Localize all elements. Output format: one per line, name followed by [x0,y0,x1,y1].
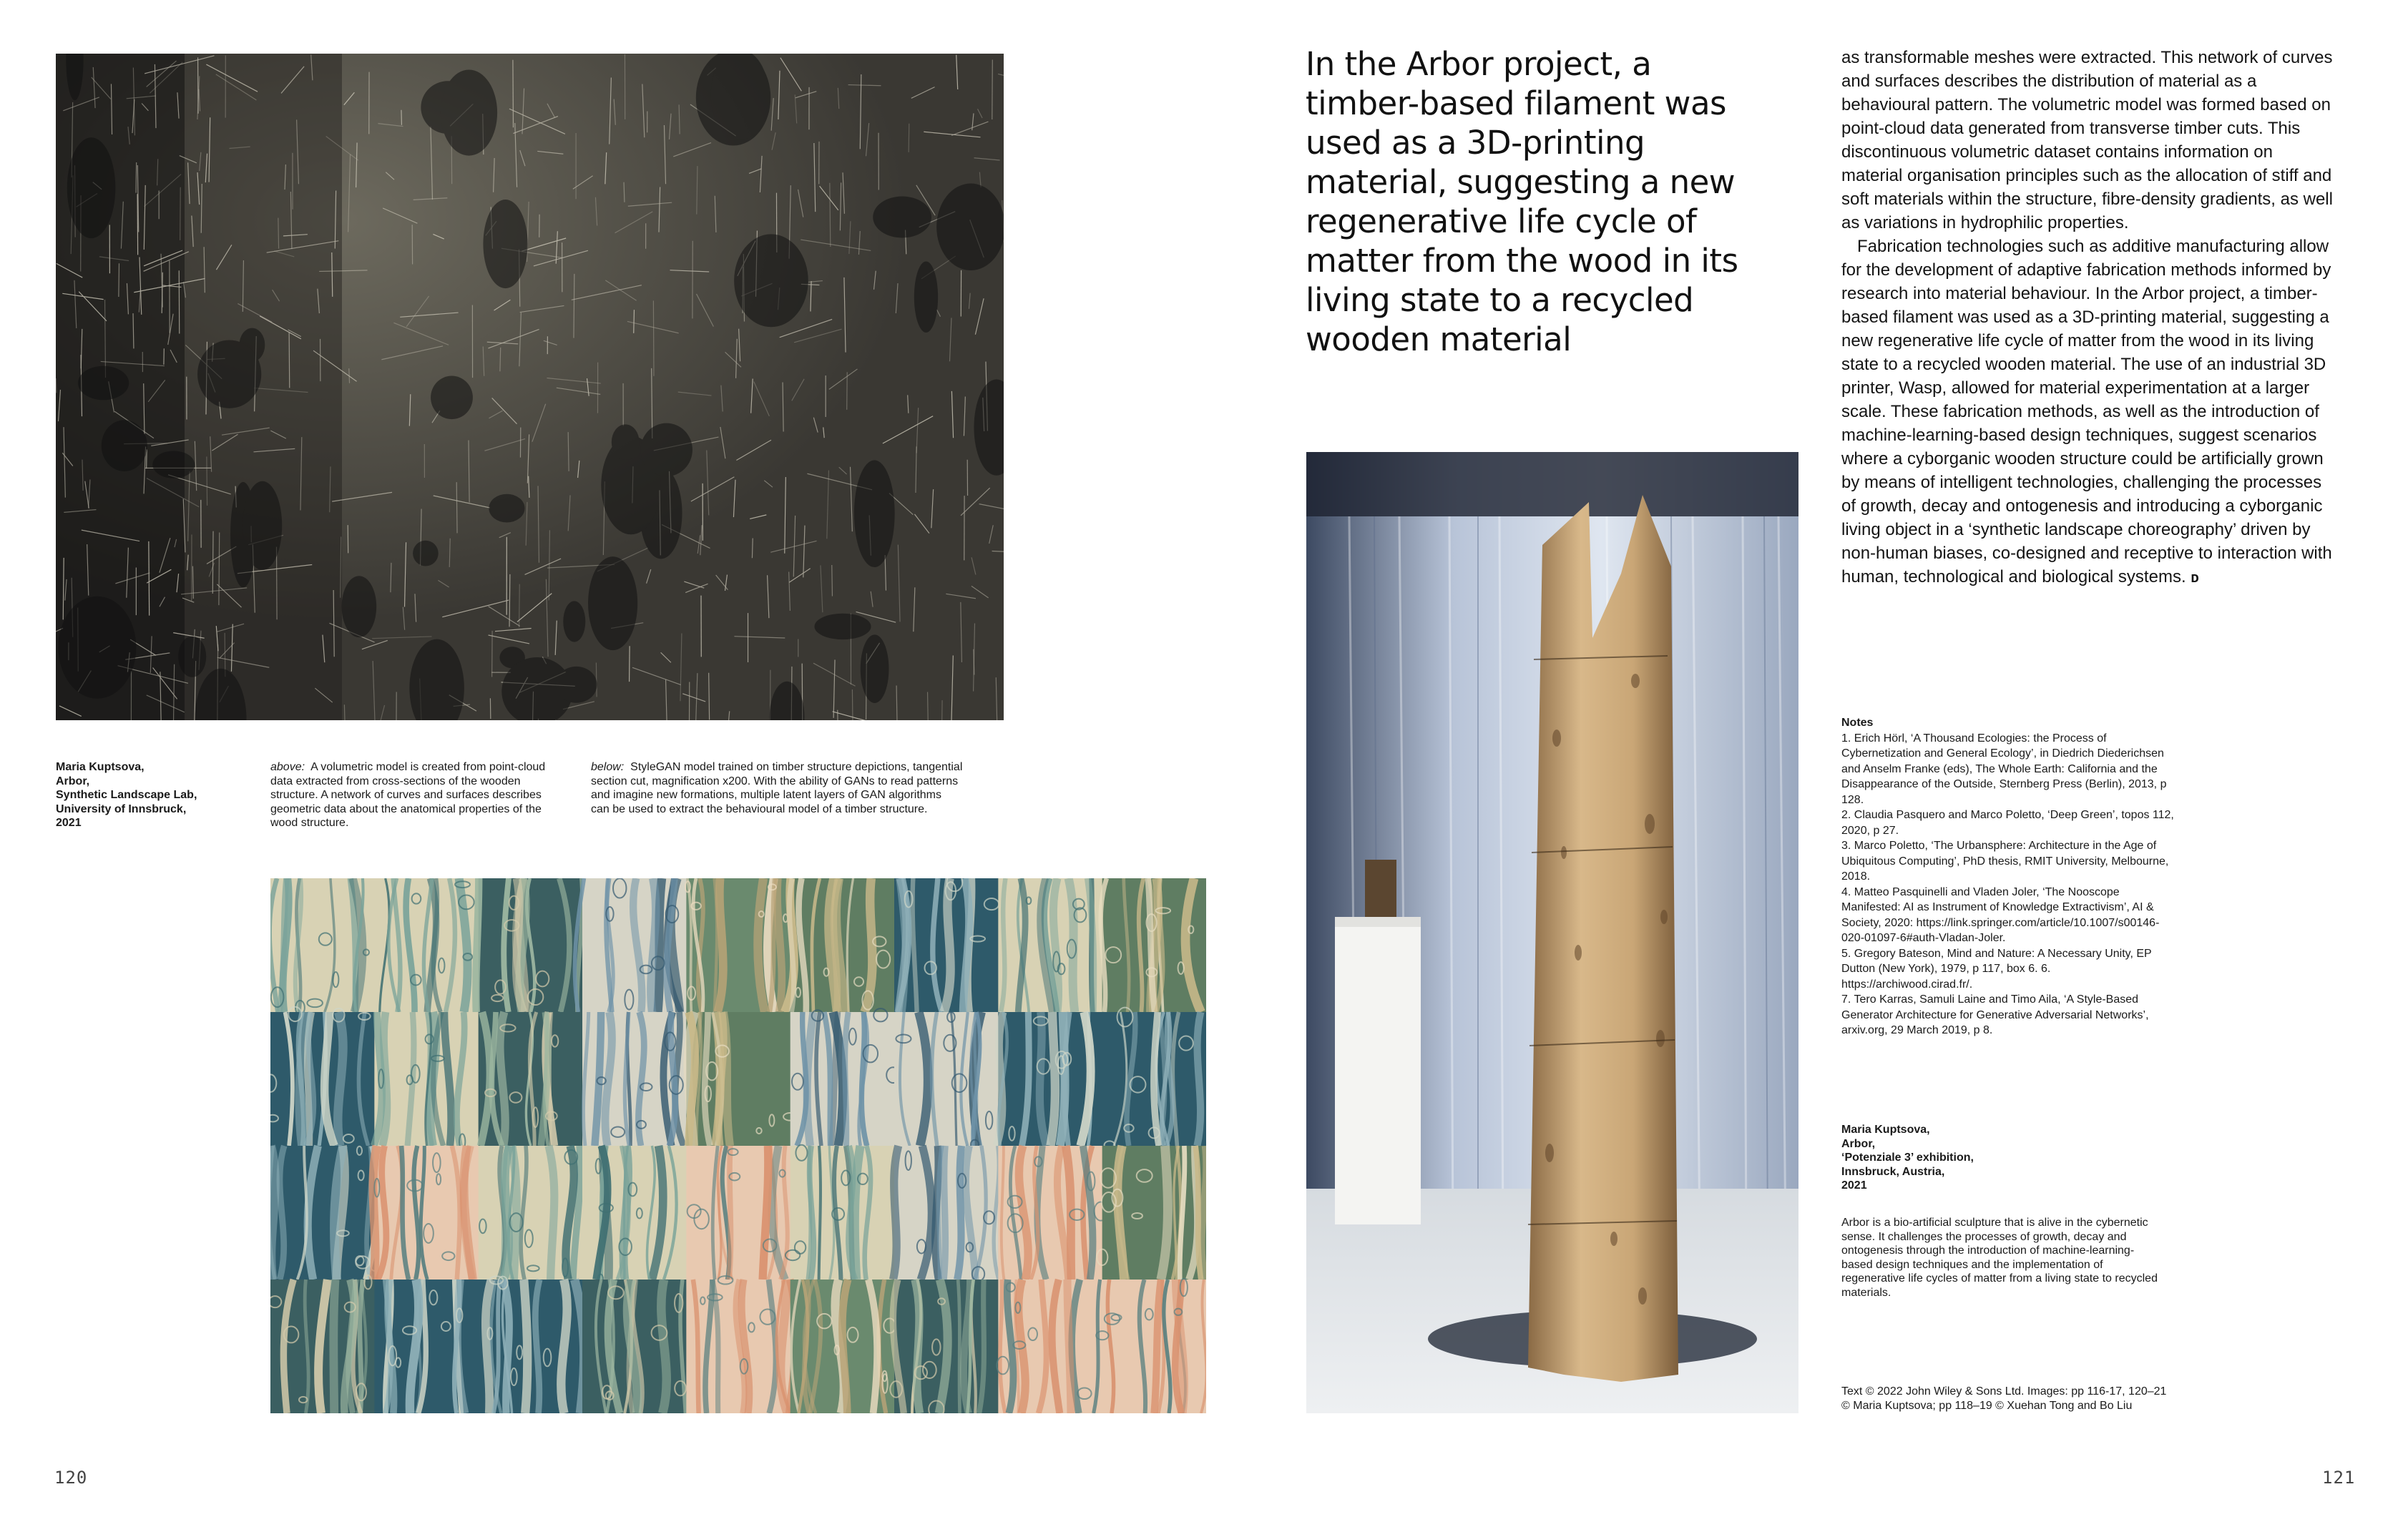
note-item: 1. Erich Hörl, ‘A Thousand Ecologies: the Process of Cybernetization and General Ecology’, in Diedrich Diederichsen and Anselm Franke (eds), The Whole Earth: California and the Disappearance of the Outside, Sternberg Press (Berlin), 2013, p 128. [1841,732,2167,806]
credit-lab: Synthetic Landscape Lab, [56,789,197,801]
photo-credit-work: Arbor, [1841,1137,1876,1150]
photo-credit-artist: Maria Kuptsova, [1841,1124,1930,1136]
end-mark-icon: ᴅ [2191,570,2199,586]
caption-above-text: A volumetric model is created from point-cloud data extracted from cross-sections of the wooden structure. A network of curves and surfaces describes geometric data about the anatomical properties of the wood structure. [270,761,546,829]
photo-credit-exhibition: ‘Potenziale 3’ exhibition, [1841,1152,1974,1164]
caption-below [591,760,963,816]
photo-credit-year: 2021 [1841,1179,1867,1192]
credit-university: University of Innsbruck, [56,802,187,815]
caption-above-label: above: [270,761,305,773]
note-item: 2. Claudia Pasquero and Marco Poletto, ‘Deep Green’, topos 112, 2020, p 27. [1841,809,2174,837]
notes-section [1841,715,2178,1038]
notes-title: Notes [1841,717,1874,729]
volumetric-model-image [56,54,1004,720]
arbor-sculpture-photo [1306,452,1798,1413]
photo-credit-place: Innsbruck, Austria, [1841,1165,1945,1178]
credit-year: 2021 [56,817,82,829]
left-caption-credit [56,760,220,830]
body-paragraph-2-text: Fabrication technologies such as additive manufacturing allow for the development of adaptive fabrication methods informed by research into material behaviour. In the Arbor project, a timber-based filament was used as a 3D-printing material, suggesting a new regenerative life cycle of matter from the wood in its living state to a recycled wooden material. The use of an industrial 3D printer, Wasp, allowed for material experimentation at a larger scale. These fabrication methods, as well as the introduction of machine-learning-based design techniques, suggest scenarios where a cyborganic wooden structure could be artificially grown by means of intelligent technologies, challenging the processes of growth, decay and ontogenesis and introducing a cyborganic living object in a ‘synthetic landscape choreography’ driven by non-human biases, co-designed and receptive to interaction with human, technological and biological systems. [1841,237,2332,586]
page-number-right: 121 [2322,1468,2356,1488]
credit-artist: Maria Kuptsova, [56,761,145,773]
notes-list [1841,731,2178,1038]
body-paragraph-2 [1841,235,2335,590]
caption-below-label: below: [591,761,625,773]
copyright-line-2: © Maria Kuptsova; pp 118–19 © Xuehan Tong and Bo Liu [1841,1399,2133,1412]
note-item: 7. Tero Karras, Samuli Laine and Timo Aila, ‘A Style-Based Generator Architecture for Generative Adversarial Networks’, arxiv.org, 29 March 2019, p 8. [1841,993,2149,1036]
note-item: 3. Marco Poletto, ‘The Urbansphere: Architecture in the Age of Ubiquitous Computing’, PhD thesis, RMIT University, Melbourne, 2018. [1841,840,2169,883]
caption-above [270,760,549,830]
note-item: 4. Matteo Pasquinelli and Vladen Joler, ‘The Nooscope Manifested: AI as Instrument of Knowledge Extractivism’, AI & Society, 2020: https://link.springer.com/article/10.1007/s00146-020-01097-6#auth-Vladan-Joler. [1841,885,2160,944]
note-item: 5. Gregory Bateson, Mind and Nature: A Necessary Unity, EP Dutton (New York), 1979, p 117, box 6. 6. https://archiwood.cirad.fr/. [1841,947,2152,991]
body-paragraph-1: as transformable meshes were extracted. This network of curves and surfaces describes the distribution of material as a behavioural pattern. The volumetric model was formed based on point-cloud data generated from transverse timber cuts. This discontinuous volumetric dataset contains information on material organisation principles such as the allocation of stiff and soft materials within the structure, fibre-density gradients, as well as variations in hydrophilic properties. [1841,48,2333,232]
photo-caption-text: Arbor is a bio-artificial sculpture that is alive in the cybernetic sense. It challenges the processes of growth, decay and ontogenesis through the introduction of machine-learning-based design techniques and the implementation of regenerative life cycles of matter from a living state to recycled materials. [1841,1217,2158,1299]
page-number-left: 120 [54,1468,88,1488]
copyright-line-1: Text © 2022 John Wiley & Sons Ltd. Images: pp 116-17, 120–21 [1841,1385,2167,1398]
photo-caption-credit [1841,1123,2156,1193]
body-text [1841,46,2335,590]
copyright [1841,1385,2285,1413]
credit-work: Arbor, [56,775,90,787]
caption-below-text: StyleGAN model trained on timber structure depictions, tangential section cut, magnification x200. With the ability of GANs to read patterns and imagine new formations, multiple latent layers of GAN algorithms can be used to extract the behavioural model of a timber structure. [591,761,963,815]
pull-quote: In the Arbor project, a timber-based filament was used as a 3D-printing material, suggesting a new regenerative life cycle of matter from the wood in its living state to a recycled wooden material [1306,45,1738,358]
stylegan-grid-image [270,878,1206,1413]
